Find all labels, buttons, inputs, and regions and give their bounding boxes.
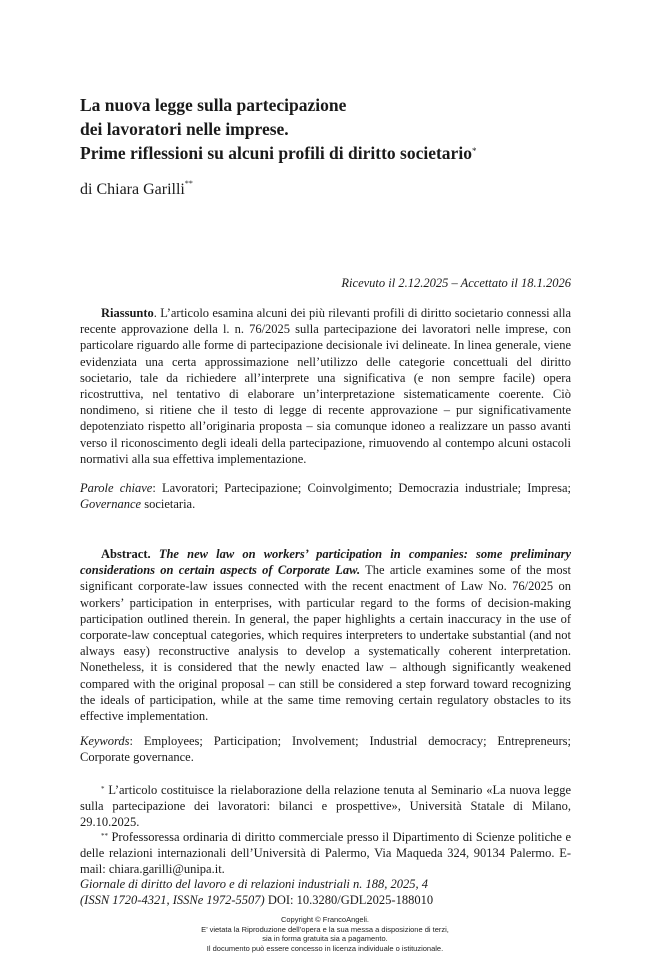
abstract-label: Abstract.	[101, 547, 151, 561]
keywords-paragraph	[80, 733, 571, 765]
copyright-line-2: E’ vietata la Riproduzione dell’opera e la sua messa a disposizione di terzi,	[201, 924, 449, 934]
title-line-1: La nuova legge sulla partecipazione	[80, 95, 347, 115]
journal-line-2	[80, 892, 571, 908]
footnote-2-mark: **	[101, 832, 108, 840]
riassunto-paragraph	[80, 305, 571, 467]
footnote-2	[80, 829, 571, 878]
keywords-text: : Employees; Participation; Involvement; Industrial democracy; Entrepreneurs; Corporate governance.	[80, 734, 571, 765]
footnote-1-text: L’articolo costituisce la rielaborazione della relazione tenuta al Seminario «La nuova legge sulla partecipazione dei lavoratori: bilanci e prospettive», Università Statale di Milano, 29.10.2025.	[80, 783, 571, 830]
author-name: di Chiara Garilli	[80, 181, 185, 198]
copyright-line-1: Copyright © FrancoAngeli.	[280, 915, 370, 924]
parole-chiave-paragraph	[80, 480, 571, 512]
journal-doi[interactable]: DOI: 10.3280/GDL2025-188010	[264, 893, 434, 907]
footnote-2-text: Professoressa ordinaria di diritto commerciale presso il Dipartimento di Scienze politiche e delle relazioni internazionali dell’Università di Palermo, Via Maqueda 324, 90134 Palermo. E-mail: chiara.garilli@unipa.it.	[80, 830, 571, 877]
title-line-3	[80, 141, 600, 165]
journal-line-1: Giornale di diritto del lavoro e di relazioni industriali n. 188, 2025, 4	[80, 877, 429, 891]
parole-chiave-text-1: : Lavoratori; Partecipazione; Coinvolgimento; Democrazia industriale; Impresa;	[152, 481, 571, 495]
journal-info	[80, 876, 571, 908]
riassunto-text: . L’articolo esamina alcuni dei più rilevanti profili di diritto societario connessi alla recente approvazione della l. n. 76/2025 sulla partecipazione dei lavoratori nelle imprese, con particolare riguardo alle forme di partecipazione decisionale ivi delineate. In linea generale, viene evidenziata una certa approssimazione nell’utilizzo delle categorie concettuali del diritto societario, tale da richiedere all’interprete una significativa (e non sempre facile) opera ricostruttiva, nel tentativo di elaborare un’interpretazione sistematicamente coerente. Ciò nondimeno, si ritiene che il testo di legge di recente approvazione – pur significativamente depotenziato rispetto all’originaria proposta – sia comunque idoneo a realizzare un passo avanti verso il riconoscimento degli ideali della partecipazione, rimuovendo al contempo alcuni ostacoli normativi alla sua effettiva implementazione.	[80, 306, 571, 466]
parole-chiave-label: Parole chiave	[80, 481, 153, 495]
journal-issn: (ISSN 1720-4321, ISSNe 1972-5507)	[80, 893, 265, 907]
received-accepted-dates: Ricevuto il 2.12.2025 – Accettato il 18.1.2026	[341, 276, 571, 290]
author-footnote-mark[interactable]: **	[184, 179, 193, 188]
parole-chiave-text-2: societaria.	[141, 497, 196, 512]
copyright-line-4: Il documento può essere concesso in licenza individuale o istituzionale.	[206, 943, 444, 953]
parole-chiave-governance: Governance	[80, 497, 142, 512]
title-line-3-text: Prime riflessioni su alcuni profili di diritto societario	[80, 143, 472, 163]
footnote-1	[80, 782, 571, 831]
title-footnote-mark[interactable]: *	[471, 146, 477, 156]
author-line	[80, 181, 193, 199]
article-title	[80, 93, 600, 165]
footnote-1-mark: *	[101, 785, 105, 793]
abstract-title: The new law on workers’ participation in companies: some preliminary considerations on certain aspects of Corporate Law.	[80, 547, 571, 578]
copyright-notice	[150, 915, 500, 953]
title-line-2: dei lavoratori nelle imprese.	[80, 119, 289, 139]
abstract-text: The article examines some of the most significant corporate-law issues connected with the recent enactment of Law No. 76/2025 on workers’ participation in enterprises, with particular regard to the forms of decision-making participation outlined therein. In general, the paper highlights a certain inaccuracy in the use of corporate-law conceptual categories, which requires interpreters to undertake substantial (and not always easy) reconstructive analysis to develop a systematically coherent interpretation. Nonetheless, it is considered that the newly enacted law – although significantly weakened compared with the original proposal – can still be considered a step forward toward recognizing the ideals of participation, while at the same time removing certain regulatory obstacles to its effective implementation.	[80, 563, 571, 724]
riassunto-label: Riassunto	[101, 306, 154, 320]
keywords-label: Keywords	[80, 734, 130, 748]
copyright-line-3: sia in forma gratuita sia a pagamento.	[262, 934, 388, 944]
abstract-paragraph	[80, 546, 571, 724]
